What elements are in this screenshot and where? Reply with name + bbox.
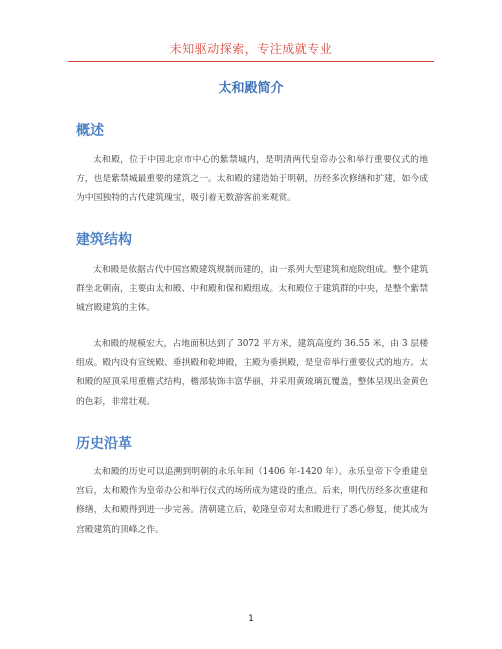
section-heading-overview: 概述 (76, 123, 104, 139)
page-header: 未知驱动探索，专注成就专业 (169, 42, 333, 56)
page-number: 1 (248, 614, 254, 624)
paragraph-architecture-1: 太和殿是依据古代中国宫殿建筑规制而建的，由一系列大型建筑和庭院组成。整个建筑群坐北朝南，主要由太和殿、中和殿和保和殿组成。太和殿位于建筑群的中央，是整个紫禁城宫殿建筑的主体。 (76, 265, 428, 314)
header-divider (68, 61, 434, 62)
section-heading-architecture: 建筑结构 (76, 232, 132, 248)
paragraph-overview: 太和殿，位于中国北京市中心的紫禁城内，是明清两代皇帝办公和举行重要仪式的地方，也是紫禁城最重要的建筑之一。太和殿的建造始于明朝，历经多次修缮和扩建，如今成为中国独特的古代建筑瑰宝，吸引着无数游客前来观赏。 (76, 155, 428, 204)
paragraph-history: 太和殿的历史可以追溯到明朝的永乐年间（1406 年-1420 年）。永乐皇帝下令重建皇宫后，太和殿作为皇帝办公和举行仪式的场所成为建设的重点。后来，明代历经多次重建和修缮，太和殿得到进一步完善。清朝建立后，乾隆皇帝对太和殿进行了悉心修复，使其成为宫殿建筑的顶峰之作。 (76, 467, 428, 535)
section-heading-history: 历史沿革 (76, 436, 132, 452)
paragraph-architecture-2: 太和殿的规模宏大，占地面积达到了 3072 平方米，建筑高度约 36.55 米，由 3 层楼组成。殿内设有宣统殿、垂拱殿和乾坤殿，主殿为垂拱殿，是皇帝举行重要仪式的地方。太和殿的屋顶采用重檐式结构，檐部装饰丰富华丽，并采用黄琉璃瓦覆盖，整体呈现出金黄色的色彩，非常壮观。 (76, 339, 428, 407)
document-title: 太和殿简介 (218, 81, 284, 96)
